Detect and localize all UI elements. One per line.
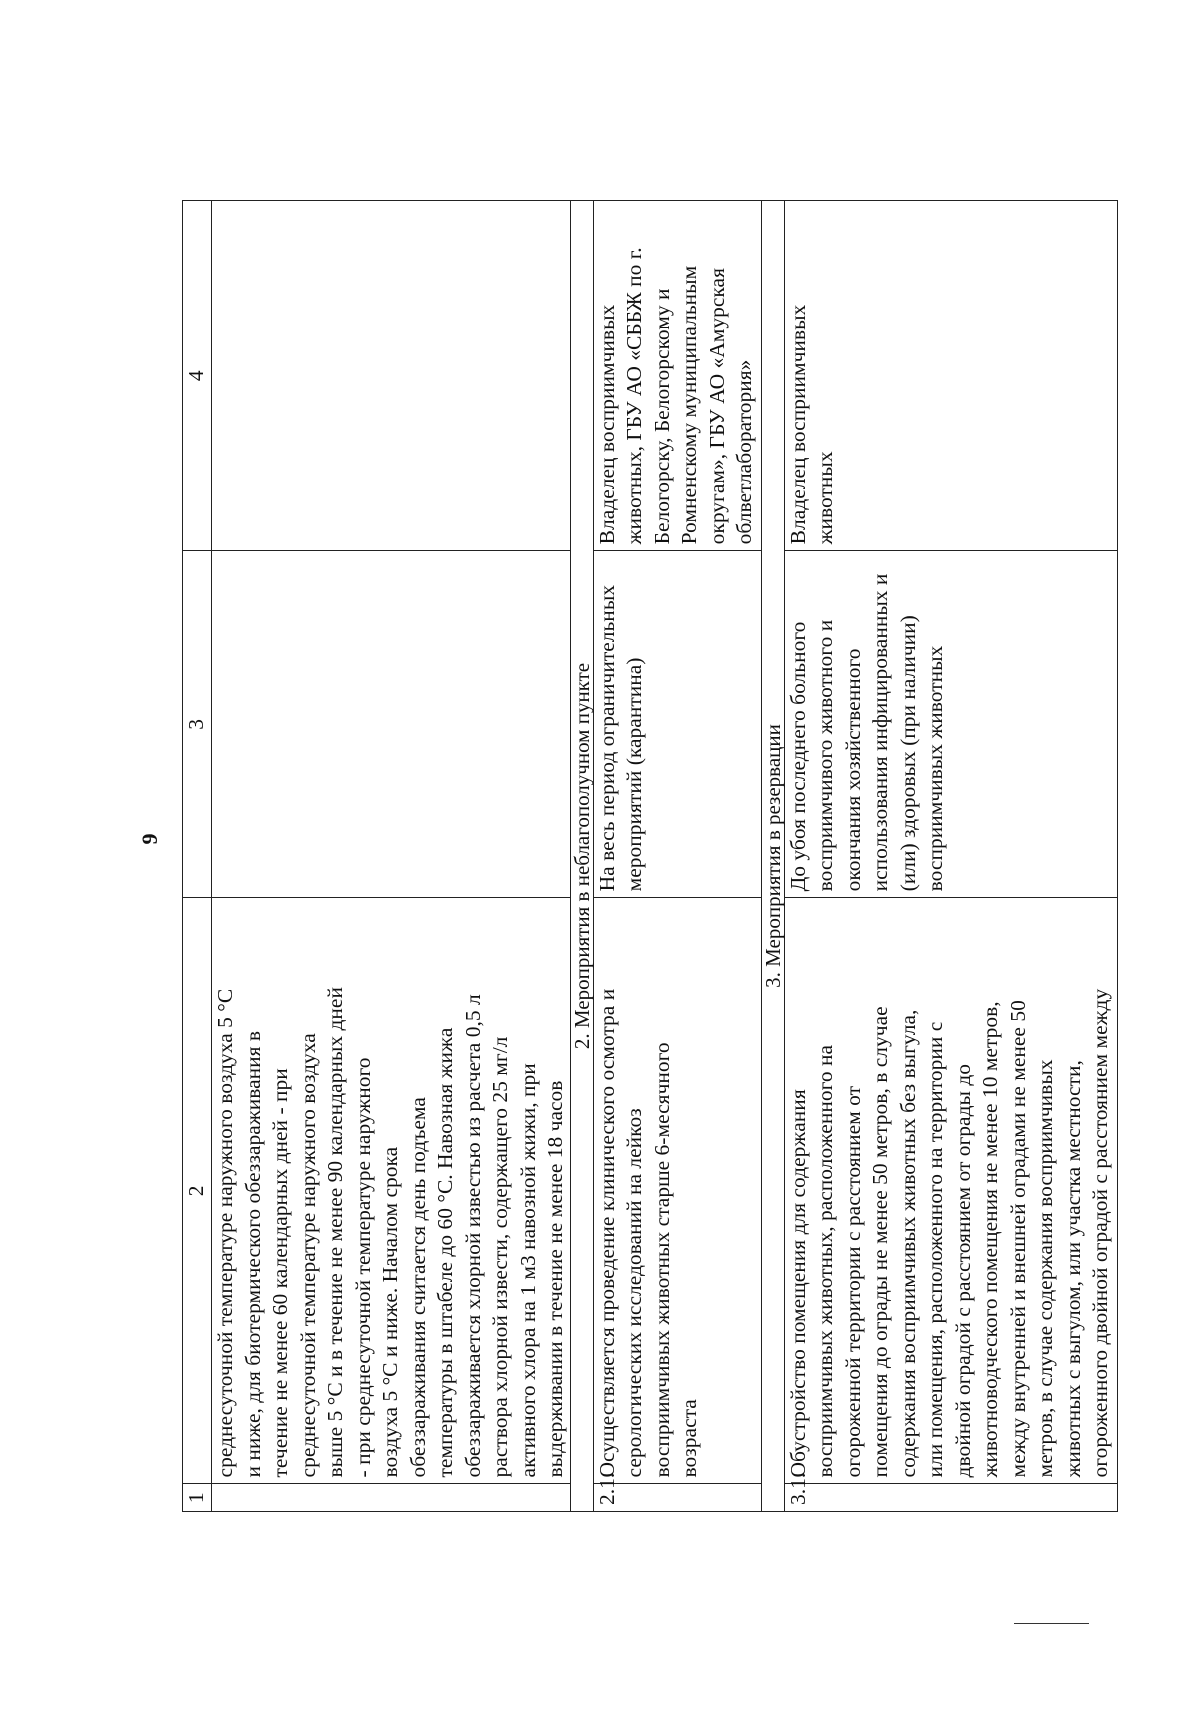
text-line: активного хлора на 1 м3 навозной жижи, при — [515, 1063, 540, 1478]
section-title-2: 2. Мероприятия в неблагополучном пункте — [570, 201, 593, 1512]
section-header-row — [761, 201, 784, 1512]
text-line: Владелец восприимчивых — [785, 304, 810, 545]
measure-description — [593, 898, 761, 1484]
text-line: раствора хлорной извести, содержащего 25 мг/л — [488, 1036, 512, 1478]
text-line: животных, ГБУ АО «СББЖ по г. — [622, 247, 646, 545]
text-line: Обустройство помещения для содержания — [785, 1089, 810, 1478]
text-line: мероприятий (карантина) — [622, 657, 646, 892]
text-line: серологических исследований на лейкоз — [622, 1108, 646, 1478]
text-line: восприимчивых животных, расположенного на — [813, 1044, 837, 1478]
text-line: содержания восприимчивых животных без выгула, — [895, 1009, 920, 1478]
section-title-3: 3. Мероприятия в резервации — [761, 201, 784, 1512]
measure-description — [212, 898, 571, 1484]
page-number: 9 — [137, 833, 162, 845]
row-number — [212, 1484, 571, 1512]
text-line: округам», ГБУ АО «Амурская — [704, 268, 729, 545]
text-line: животных с выгулом, или участка местности, — [1060, 1060, 1085, 1478]
text-line: выдерживании в течение не менее 18 часов — [543, 1080, 567, 1478]
section-header-row — [570, 201, 593, 1512]
table-row-continued — [212, 201, 571, 1512]
row-number: 2.1. — [593, 1484, 761, 1512]
text-line: - при среднесуточной температуре наружного — [350, 1057, 375, 1478]
text-line: животных — [813, 451, 837, 545]
text-line: восприимчивых животных старше 6-месячного — [649, 1042, 674, 1478]
text-line: животноводческого помещения не менее 10 метров, — [978, 1001, 1002, 1478]
measure-responsible — [784, 201, 1117, 551]
text-line: помещения до ограды не менее 50 метров, в случае — [868, 1006, 892, 1478]
text-line: двойной оградой с расстоянием от ограды до — [950, 1063, 975, 1478]
text-line: окончания хозяйственного — [840, 648, 865, 892]
column-number-header-row — [183, 201, 212, 1512]
text-line: температуры в штабеле до 60 °С. Навозная жижа — [433, 1027, 457, 1478]
footer-rule — [1014, 1623, 1089, 1624]
text-line: огороженного двойной оградой с расстоянием между — [1088, 988, 1112, 1478]
text-line: На весь период ограничительных — [594, 584, 619, 892]
text-line: обеззараживается хлорной известью из расчета 0,5 л — [460, 994, 485, 1478]
column-number-1: 1 — [183, 1484, 212, 1512]
column-number-2: 2 — [183, 898, 212, 1484]
text-line: или помещения, расположенного на территории с — [923, 1021, 947, 1478]
rotated-table-container — [182, 200, 1122, 1512]
measure-deadline — [593, 551, 761, 898]
column-number-3: 3 — [183, 551, 212, 898]
text-line: (или) здоровых (при наличии) — [895, 615, 920, 892]
text-line: воздуха 5 °С и ниже. Началом срока — [378, 1146, 402, 1478]
text-line: использования инфицированных и — [868, 573, 892, 892]
text-line: среднесуточной температуре наружного воздуха — [295, 1033, 320, 1478]
text-line: Владелец восприимчивых — [594, 304, 619, 545]
table-row-2-1 — [593, 201, 761, 1512]
text-line: Белогорску, Белогорскому и — [649, 288, 674, 545]
text-line: Ромненскому муниципальным — [677, 265, 701, 545]
text-line: и ниже, для биотермического обеззараживания в — [240, 1030, 265, 1478]
measure-deadline — [784, 551, 1117, 898]
row-number: 3.1. — [784, 1484, 1117, 1512]
text-line: Осуществляется проведение клинического осмотра и — [594, 988, 619, 1478]
measures-table — [182, 200, 1118, 1512]
measure-responsible — [593, 201, 761, 551]
text-line: течение не менее 60 календарных дней - при — [268, 1068, 292, 1478]
measure-deadline — [212, 551, 571, 898]
text-line: метров, в случае содержания восприимчивых — [1033, 1059, 1057, 1478]
table-row-3-1 — [784, 201, 1117, 1512]
text-line: между внутренней и внешней оградами не менее 50 — [1005, 1000, 1030, 1478]
text-line: обеззараживания считается день подъема — [405, 1097, 430, 1478]
text-line: среднесуточной температуре наружного воздуха 5 °С — [213, 988, 237, 1478]
text-line: выше 5 °С и в течение не менее 90 календарных дней — [323, 987, 347, 1478]
text-line: До убоя последнего больного — [785, 621, 810, 892]
column-number-4: 4 — [183, 201, 212, 551]
text-line: восприимчивых животных — [923, 645, 947, 892]
text-line: восприимчивого животного и — [813, 619, 837, 892]
measure-description — [784, 898, 1117, 1484]
text-line: облветлаборатория» — [732, 359, 756, 545]
text-line: возраста — [677, 1399, 701, 1478]
text-line: огороженной территории с расстоянием от — [840, 1085, 865, 1478]
measure-responsible — [212, 201, 571, 551]
